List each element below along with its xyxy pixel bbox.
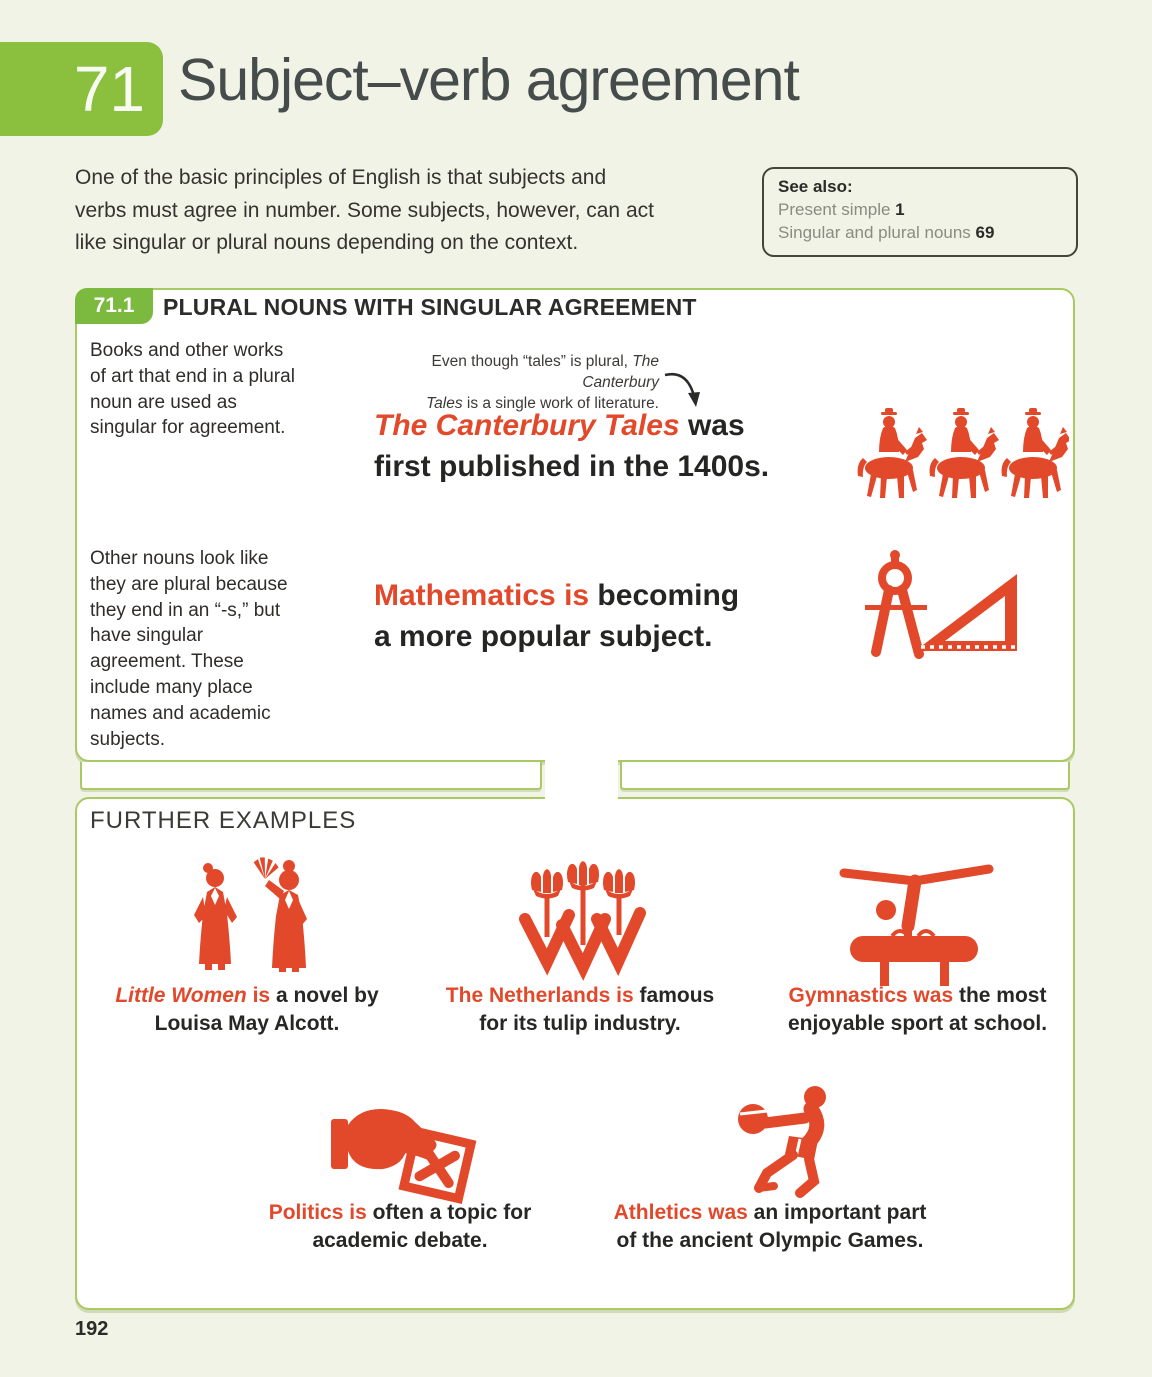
- page-number: 192: [75, 1318, 109, 1340]
- see-also-box: [762, 167, 1078, 257]
- section-panel: [75, 288, 1075, 762]
- further-example-sentence: Gymnastics was the most enjoyable sport at school.: [787, 984, 1048, 1035]
- further-example-sentence: The Netherlands is famous for its tulip industry.: [445, 984, 715, 1035]
- further-examples-panel: [75, 797, 1075, 1310]
- panel-connector-left: [80, 762, 542, 790]
- panel-connector-right: [620, 762, 1070, 790]
- intro-paragraph: One of the basic principles of English is that subjects and verbs must agree in number. Some subjects, however, can act like singular or plural nouns depending on the context.: [75, 166, 654, 255]
- annotation-note: Even though “tales” is plural, The Canterbury Tales is a single work of literature.: [426, 353, 659, 412]
- see-also-ref: 69: [975, 222, 995, 242]
- see-also-link: Present simple 1: [778, 200, 905, 219]
- rule-paragraph: Books and other works of art that end in a plural noun are used as singular for agreement.: [90, 340, 295, 439]
- see-also-title: See also:: [778, 177, 853, 196]
- see-also-ref: 1: [895, 200, 905, 219]
- tulips-icon: [517, 857, 652, 981]
- panel-connector-channel: [545, 756, 618, 804]
- section-title: PLURAL NOUNS WITH SINGULAR AGREEMENT: [163, 294, 697, 320]
- page-title: Subject–verb agreement: [178, 47, 799, 113]
- further-example-sentence: Little Women is a novel by Louisa May Alcott.: [115, 984, 379, 1035]
- voting-hand-icon: [329, 1089, 484, 1207]
- further-example-sentence: Athletics was an important part of the ancient Olympic Games.: [613, 1201, 927, 1252]
- example-sentence: Mathematics is becoming a more popular subject.: [374, 579, 740, 653]
- further-examples-title: FURTHER EXAMPLES: [90, 807, 357, 834]
- compass-set-square-icon: [865, 548, 1023, 666]
- chapter-number-badge: [0, 42, 163, 136]
- see-also-link: Singular and plural nouns 69: [778, 222, 995, 242]
- rule-paragraph: Other nouns look like they are plural because they end in an “-s,” but have singular agreement. These include many place names and academic subjects.: [90, 548, 288, 750]
- section-number-badge: 71.1: [75, 288, 153, 324]
- example-sentence: The Canterbury Tales was first published in the 1400s.: [374, 409, 770, 483]
- further-example-sentence: Politics is often a topic for academic debate.: [268, 1201, 532, 1252]
- chapter-number: 71: [73, 53, 145, 125]
- three-horsemen-icon: [857, 408, 1069, 502]
- discus-thrower-icon: [729, 1081, 864, 1206]
- two-women-icon: [177, 857, 342, 979]
- gymnast-icon: [822, 854, 1007, 986]
